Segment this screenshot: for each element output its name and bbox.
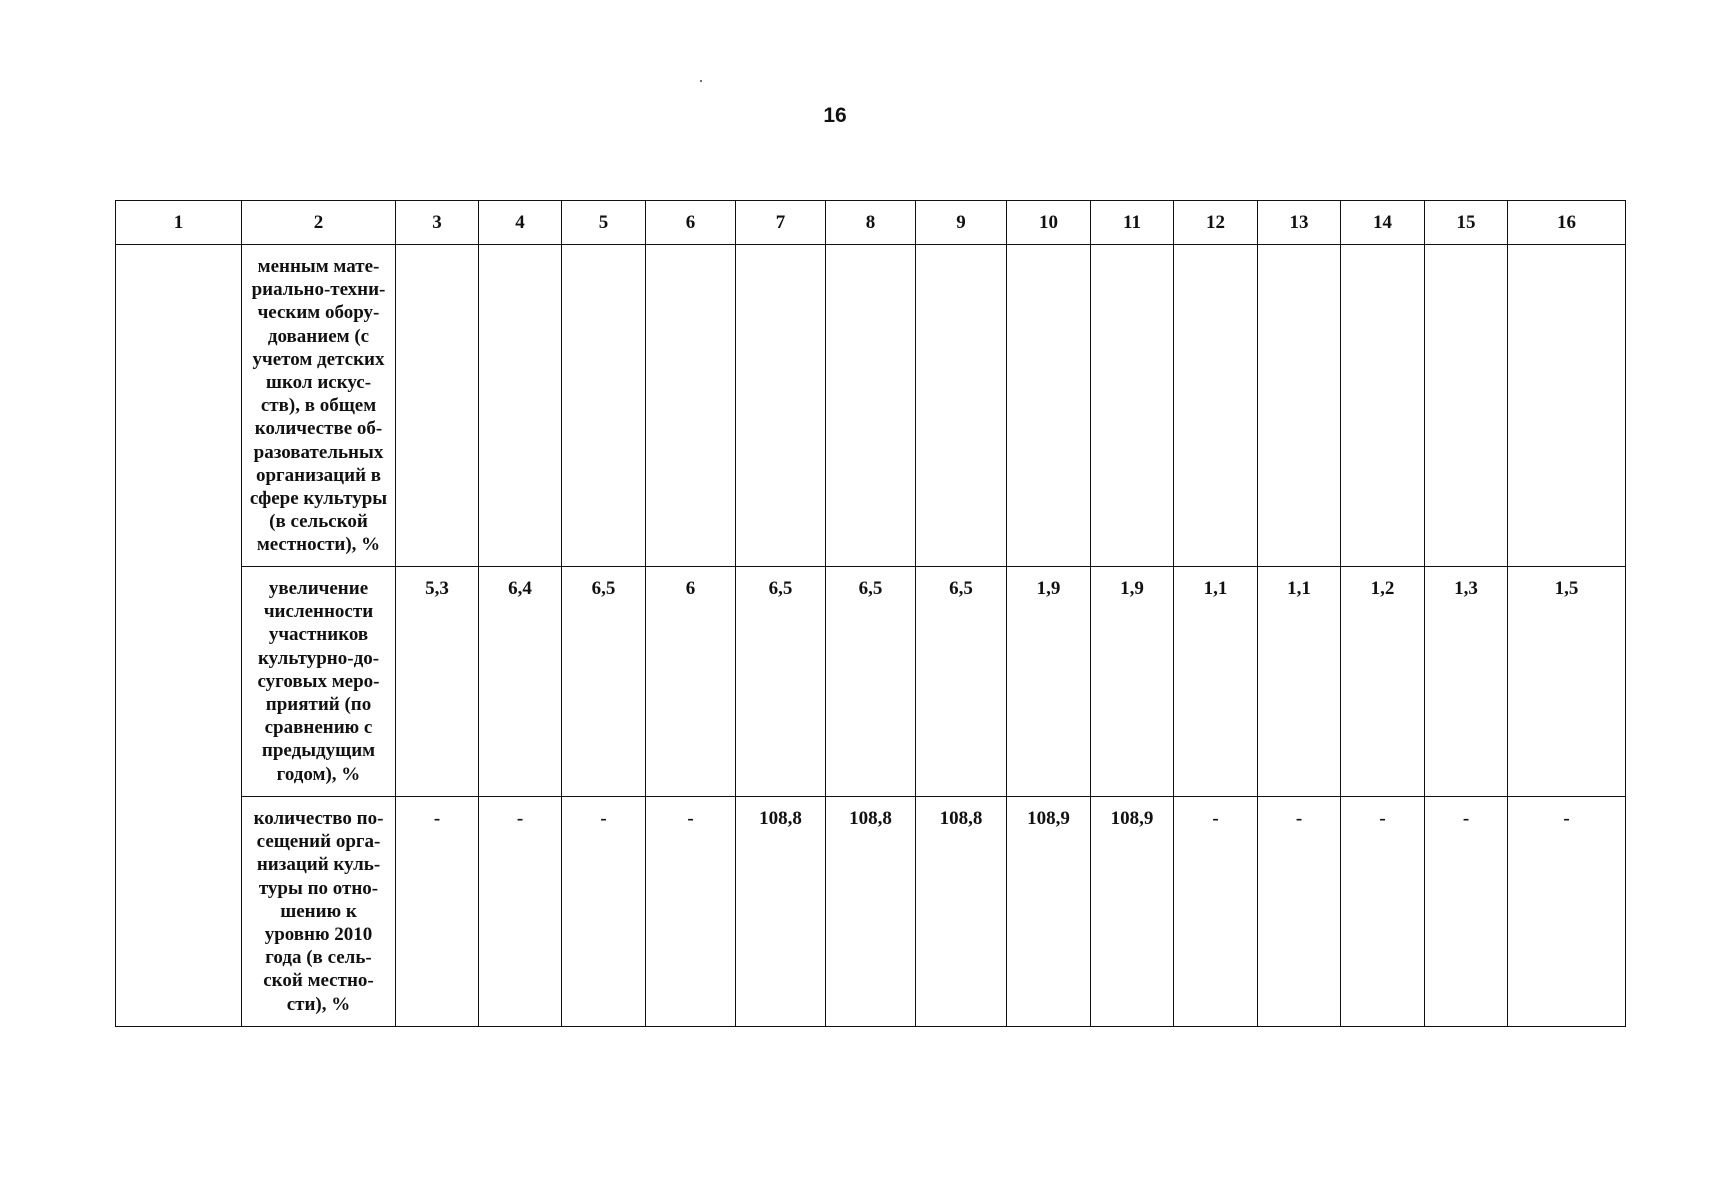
value-cell: 6,5 <box>736 567 826 797</box>
value-cell: 108,8 <box>916 797 1007 1027</box>
column-header: 15 <box>1425 201 1508 245</box>
value-cell: 108,9 <box>1007 797 1091 1027</box>
value-cell: 1,9 <box>1091 567 1174 797</box>
value-cell <box>396 245 479 567</box>
description-line: участников <box>268 624 369 646</box>
value-cell: 6,5 <box>826 567 916 797</box>
value-cell: 1,5 <box>1508 567 1626 797</box>
description-line: года (в сель- <box>265 947 372 969</box>
page-number: 16 <box>823 104 847 127</box>
value-cell <box>826 245 916 567</box>
description-line: сещений орга- <box>256 831 381 853</box>
column-header: 9 <box>916 201 1007 245</box>
description-line: местности), % <box>256 534 381 556</box>
description-line: организаций в <box>255 464 382 486</box>
value-cell: - <box>1341 797 1425 1027</box>
column-header: 6 <box>646 201 736 245</box>
value-cell <box>1508 245 1626 567</box>
value-cell: - <box>1174 797 1258 1027</box>
value-cell: - <box>562 797 646 1027</box>
description-line: количество по- <box>253 808 384 829</box>
value-cell <box>1174 245 1258 567</box>
value-cell: - <box>479 797 562 1027</box>
value-cell <box>1425 245 1508 567</box>
column-header: 10 <box>1007 201 1091 245</box>
description-line: ской местно- <box>263 970 374 992</box>
description-line: ческим обору- <box>257 302 380 324</box>
value-cell <box>646 245 736 567</box>
description-line: (в сельской <box>269 511 368 533</box>
value-cell: 108,8 <box>736 797 826 1027</box>
value-cell <box>562 245 646 567</box>
value-cell <box>1091 245 1174 567</box>
column-header: 8 <box>826 201 916 245</box>
description-line: годом), % <box>276 763 361 785</box>
description-line: численности <box>263 601 374 623</box>
value-cell: - <box>646 797 736 1027</box>
table-row <box>116 567 1626 797</box>
indicator-description <box>242 567 396 797</box>
column-header: 5 <box>562 201 646 245</box>
column-header: 11 <box>1091 201 1174 245</box>
value-cell: 5,3 <box>396 567 479 797</box>
description-line: риально-техни- <box>251 279 386 301</box>
description-line: сти), % <box>286 993 351 1015</box>
description-line: менным мате- <box>257 256 380 277</box>
description-line: приятий (по <box>265 694 372 716</box>
value-cell: 1,9 <box>1007 567 1091 797</box>
column-header: 1 <box>116 201 242 245</box>
value-cell: - <box>1258 797 1341 1027</box>
value-cell: - <box>396 797 479 1027</box>
value-cell: 6,5 <box>916 567 1007 797</box>
table-row <box>116 797 1626 1027</box>
value-cell: 6,5 <box>562 567 646 797</box>
value-cell <box>1258 245 1341 567</box>
value-cell: 108,9 <box>1091 797 1174 1027</box>
description-line: сфере культуры <box>249 488 388 510</box>
value-cell: 1,1 <box>1174 567 1258 797</box>
value-cell <box>916 245 1007 567</box>
indicator-table <box>115 200 1626 1027</box>
value-cell: 1,3 <box>1425 567 1508 797</box>
description-line: уровню 2010 <box>264 924 373 946</box>
description-line: учетом детских <box>252 348 385 370</box>
description-line: количестве об- <box>254 418 383 440</box>
value-cell: - <box>1508 797 1626 1027</box>
column-header: 13 <box>1258 201 1341 245</box>
column-header: 7 <box>736 201 826 245</box>
value-cell: 1,1 <box>1258 567 1341 797</box>
value-cell <box>479 245 562 567</box>
column-header: 4 <box>479 201 562 245</box>
description-line: дованием (с <box>267 325 370 347</box>
table-row <box>116 245 1626 567</box>
column-header: 14 <box>1341 201 1425 245</box>
value-cell: 1,2 <box>1341 567 1425 797</box>
description-line: ств), в общем <box>260 395 377 417</box>
value-cell <box>1007 245 1091 567</box>
column-header: 12 <box>1174 201 1258 245</box>
value-cell <box>1341 245 1425 567</box>
description-line: школ искус- <box>265 372 372 394</box>
column-header: 16 <box>1508 201 1626 245</box>
column-header: 3 <box>396 201 479 245</box>
description-line: культурно-до- <box>257 647 380 669</box>
value-cell: - <box>1425 797 1508 1027</box>
description-line: низаций куль- <box>256 854 381 876</box>
value-cell: 6 <box>646 567 736 797</box>
description-line: шению к <box>280 900 357 922</box>
description-line: предыдущим <box>261 740 376 762</box>
scan-speck <box>700 80 702 82</box>
description-line: туры по отно- <box>258 877 379 899</box>
value-cell: 6,4 <box>479 567 562 797</box>
description-line: увеличение <box>268 578 369 599</box>
column-header: 2 <box>242 201 396 245</box>
value-cell <box>736 245 826 567</box>
table-header-row <box>116 201 1626 245</box>
indicator-description <box>242 797 396 1027</box>
description-line: сравнению с <box>264 717 373 739</box>
value-cell: 108,8 <box>826 797 916 1027</box>
description-line: разовательных <box>253 441 384 463</box>
description-line: суговых меро- <box>257 670 380 692</box>
row-group-cell <box>116 245 242 1027</box>
indicator-description <box>242 245 396 567</box>
